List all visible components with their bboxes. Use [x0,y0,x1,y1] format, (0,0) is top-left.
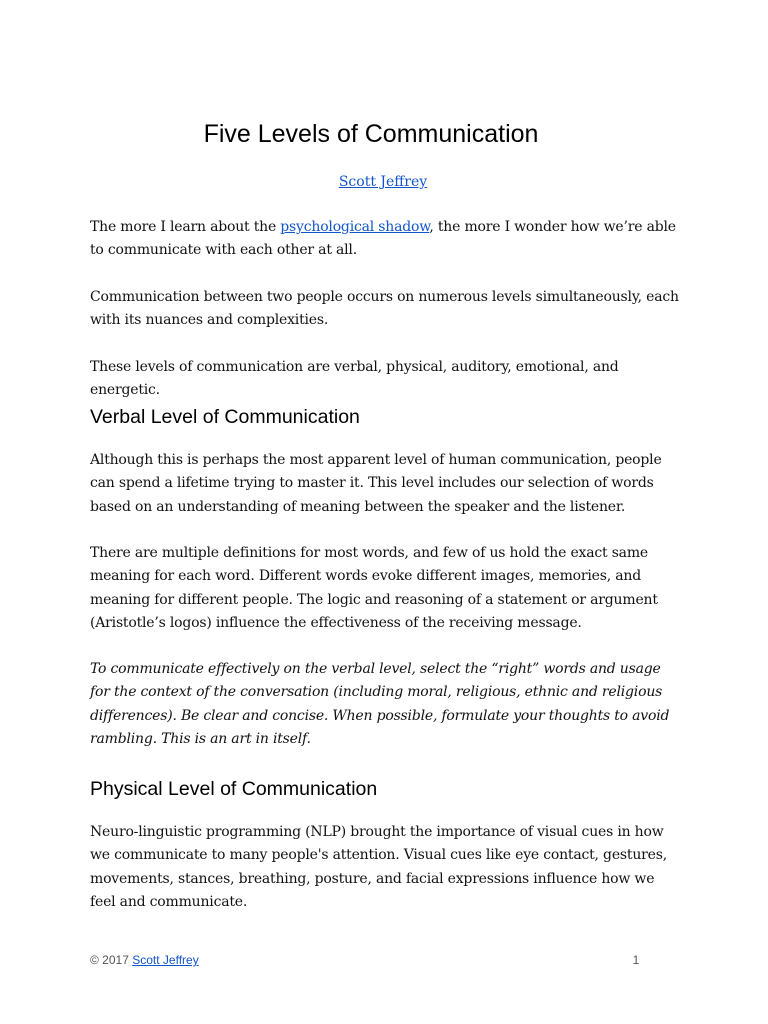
author-link[interactable]: Scott Jeffrey [338,174,428,190]
intro-paragraph-3: These levels of communication are verbal, physical, auditory, emotional, and energetic. [90,359,619,399]
verbal-paragraph-1: Although this is perhaps the most apparent level of human communication, people can spend a lifetime trying to master it. This level includes our selection of words based on an understanding of meaning between the speaker and the listener. [90,452,662,515]
intro-paragraph-2: Communication between two people occurs on numerous levels simultaneously, each with its nuances and complexities. [90,289,679,329]
intro-text-before: The more I learn about the [90,219,281,235]
footer-copyright [90,951,199,969]
verbal-paragraph-2: There are multiple definitions for most words, and few of us hold the exact same meaning for each word. Different words evoke different images, memories, and meaning for different people. The logic and reasoning of a statement or argument (Aristotle’s logos) influence the effectiveness of the receiving message. [90,545,658,631]
verbal-italic-paragraph: To communicate effectively on the verbal level, select the “right” words and usage for the context of the conversation (including moral, religious, ethnic and religious differences). Be clear and concise. When possible, formulate your thoughts to avoid rambling. This is an art in itself. [90,661,670,747]
page-number: 1 [632,953,640,967]
page-title: Five Levels of Communication [203,120,539,148]
section-heading-physical: Physical Level of Communication [90,778,378,800]
psychological-shadow-link[interactable]: psychological shadow [280,219,430,235]
footer-author-link[interactable]: Scott Jeffrey [132,953,199,967]
section-heading-verbal: Verbal Level of Communication [90,406,360,428]
author-byline [0,172,766,192]
intro-text-after: , the more I wonder how we’re able to communicate with each other at all. [90,219,676,259]
physical-paragraph-1: Neuro-linguistic programming (NLP) brought the importance of visual cues in how we communicate to many people's attention. Visual cues like eye contact, gestures, movements, stances, breathing, posture, and facial expressions influence how we feel and communicate. [90,824,667,910]
copyright-text: © 2017 [90,953,133,967]
intro-paragraph-1 [90,216,680,263]
